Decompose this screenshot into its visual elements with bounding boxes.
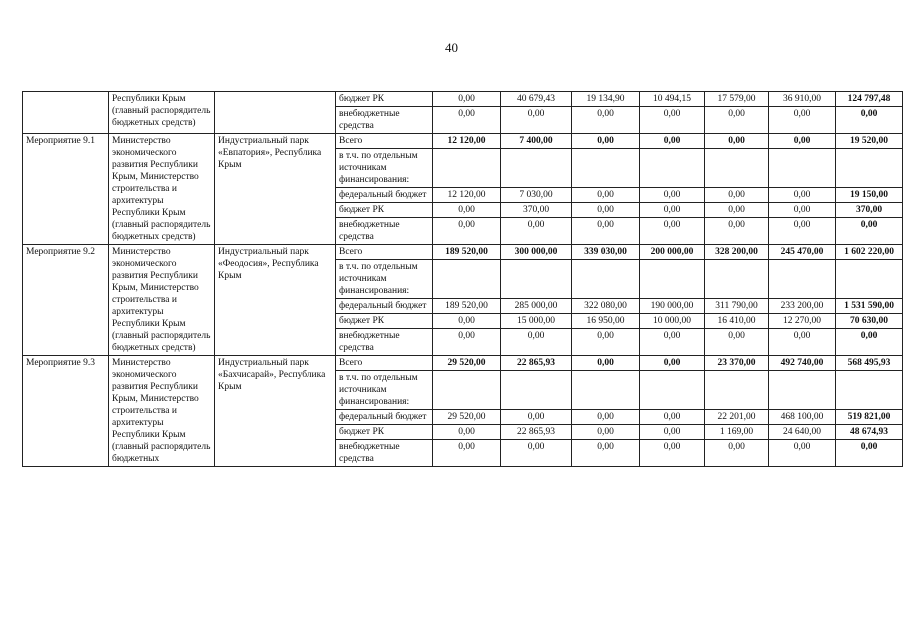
measure-name-cell: Мероприятие 9.1 — [23, 134, 109, 245]
value-cell: 12 120,00 — [433, 188, 501, 203]
object-cell: Индустриальный парк «Феодосия», Республика Крым — [215, 245, 336, 356]
value-cell: 0,00 — [433, 329, 501, 356]
value-cell: 0,00 — [572, 218, 640, 245]
object-cell: Индустриальный парк «Бахчисарай», Республика Крым — [215, 356, 336, 467]
measure-name-cell — [23, 92, 109, 134]
value-cell: 0,00 — [572, 410, 640, 425]
value-cell: 1 169,00 — [705, 425, 769, 440]
funding-source-cell: бюджет РК — [336, 203, 433, 218]
executor-cell: Республики Крым (главный распорядитель бюджетных средств) — [109, 92, 215, 134]
value-cell: 0,00 — [640, 203, 705, 218]
value-cell: 285 000,00 — [501, 299, 572, 314]
executor-cell: Министерство экономического развития Республики Крым, Министерство строительства и архитектуры Республики Крым (главный распорядитель бюджетных средств) — [109, 134, 215, 245]
value-cell: 0,00 — [836, 107, 903, 134]
page-number: 40 — [445, 40, 458, 55]
funding-source-cell: в т.ч. по отдельным источникам финансирования: — [336, 260, 433, 299]
value-cell — [836, 371, 903, 410]
funding-source-cell: федеральный бюджет — [336, 299, 433, 314]
value-cell: 0,00 — [769, 107, 836, 134]
funding-source-cell: федеральный бюджет — [336, 188, 433, 203]
value-cell: 492 740,00 — [769, 356, 836, 371]
value-cell: 0,00 — [769, 440, 836, 467]
value-cell: 0,00 — [501, 440, 572, 467]
value-cell: 1 531 590,00 — [836, 299, 903, 314]
value-cell: 0,00 — [705, 218, 769, 245]
value-cell: 70 630,00 — [836, 314, 903, 329]
value-cell: 0,00 — [501, 329, 572, 356]
value-cell: 0,00 — [769, 188, 836, 203]
value-cell: 0,00 — [572, 440, 640, 467]
funding-source-cell: внебюджетные средства — [336, 107, 433, 134]
value-cell: 200 000,00 — [640, 245, 705, 260]
value-cell — [705, 371, 769, 410]
value-cell: 0,00 — [433, 314, 501, 329]
value-cell — [572, 149, 640, 188]
value-cell: 12 120,00 — [433, 134, 501, 149]
value-cell — [769, 260, 836, 299]
value-cell: 22 201,00 — [705, 410, 769, 425]
value-cell — [572, 371, 640, 410]
value-cell: 0,00 — [572, 107, 640, 134]
value-cell: 0,00 — [640, 329, 705, 356]
value-cell: 0,00 — [769, 329, 836, 356]
table-row — [23, 356, 903, 371]
value-cell: 190 000,00 — [640, 299, 705, 314]
value-cell — [433, 149, 501, 188]
value-cell: 16 410,00 — [705, 314, 769, 329]
value-cell — [640, 260, 705, 299]
value-cell: 233 200,00 — [769, 299, 836, 314]
value-cell — [836, 149, 903, 188]
value-cell: 0,00 — [769, 203, 836, 218]
value-cell: 370,00 — [501, 203, 572, 218]
value-cell: 12 270,00 — [769, 314, 836, 329]
table-row — [23, 92, 903, 107]
value-cell: 0,00 — [433, 107, 501, 134]
funding-source-cell: Всего — [336, 245, 433, 260]
value-cell: 339 030,00 — [572, 245, 640, 260]
value-cell: 0,00 — [433, 92, 501, 107]
funding-source-cell: федеральный бюджет — [336, 410, 433, 425]
value-cell: 0,00 — [640, 134, 705, 149]
value-cell: 0,00 — [433, 203, 501, 218]
value-cell: 0,00 — [433, 218, 501, 245]
value-cell: 0,00 — [572, 134, 640, 149]
value-cell: 0,00 — [433, 425, 501, 440]
value-cell — [836, 260, 903, 299]
object-cell — [215, 92, 336, 134]
value-cell — [572, 260, 640, 299]
value-cell: 0,00 — [705, 107, 769, 134]
funding-source-cell: бюджет РК — [336, 314, 433, 329]
value-cell: 468 100,00 — [769, 410, 836, 425]
value-cell: 16 950,00 — [572, 314, 640, 329]
value-cell: 10 494,15 — [640, 92, 705, 107]
value-cell: 189 520,00 — [433, 245, 501, 260]
value-cell: 245 470,00 — [769, 245, 836, 260]
value-cell: 328 200,00 — [705, 245, 769, 260]
value-cell — [501, 260, 572, 299]
table-row — [23, 245, 903, 260]
value-cell — [433, 371, 501, 410]
value-cell: 22 865,93 — [501, 356, 572, 371]
value-cell: 370,00 — [836, 203, 903, 218]
object-cell: Индустриальный парк «Евпатория», Республика Крым — [215, 134, 336, 245]
funding-source-cell: Всего — [336, 134, 433, 149]
value-cell: 1 602 220,00 — [836, 245, 903, 260]
value-cell: 7 030,00 — [501, 188, 572, 203]
value-cell: 0,00 — [572, 356, 640, 371]
value-cell: 0,00 — [572, 329, 640, 356]
value-cell: 0,00 — [572, 203, 640, 218]
funding-source-cell: в т.ч. по отдельным источникам финансирования: — [336, 371, 433, 410]
value-cell: 19 520,00 — [836, 134, 903, 149]
value-cell: 0,00 — [640, 425, 705, 440]
value-cell: 23 370,00 — [705, 356, 769, 371]
value-cell: 311 790,00 — [705, 299, 769, 314]
value-cell: 0,00 — [640, 410, 705, 425]
funding-source-cell: бюджет РК — [336, 425, 433, 440]
value-cell — [705, 260, 769, 299]
value-cell: 0,00 — [836, 440, 903, 467]
value-cell: 189 520,00 — [433, 299, 501, 314]
value-cell: 300 000,00 — [501, 245, 572, 260]
value-cell — [433, 260, 501, 299]
value-cell — [501, 149, 572, 188]
value-cell: 0,00 — [705, 329, 769, 356]
value-cell: 15 000,00 — [501, 314, 572, 329]
value-cell: 22 865,93 — [501, 425, 572, 440]
measure-name-cell: Мероприятие 9.3 — [23, 356, 109, 467]
value-cell: 10 000,00 — [640, 314, 705, 329]
value-cell: 0,00 — [836, 329, 903, 356]
executor-cell: Министерство экономического развития Республики Крым, Министерство строительства и архитектуры Республики Крым (главный распорядитель бюджетных — [109, 356, 215, 467]
value-cell: 0,00 — [705, 203, 769, 218]
funding-source-cell: внебюджетные средства — [336, 329, 433, 356]
value-cell: 29 520,00 — [433, 356, 501, 371]
value-cell: 40 679,43 — [501, 92, 572, 107]
value-cell: 36 910,00 — [769, 92, 836, 107]
value-cell: 568 495,93 — [836, 356, 903, 371]
value-cell: 7 400,00 — [501, 134, 572, 149]
value-cell: 19 150,00 — [836, 188, 903, 203]
value-cell — [501, 371, 572, 410]
funding-source-cell: бюджет РК — [336, 92, 433, 107]
value-cell: 17 579,00 — [705, 92, 769, 107]
value-cell: 0,00 — [705, 134, 769, 149]
value-cell — [769, 371, 836, 410]
value-cell: 24 640,00 — [769, 425, 836, 440]
value-cell — [640, 371, 705, 410]
value-cell: 0,00 — [769, 134, 836, 149]
value-cell: 0,00 — [836, 218, 903, 245]
value-cell: 0,00 — [640, 188, 705, 203]
value-cell: 0,00 — [501, 218, 572, 245]
value-cell: 0,00 — [640, 218, 705, 245]
measure-name-cell: Мероприятие 9.2 — [23, 245, 109, 356]
value-cell — [705, 149, 769, 188]
value-cell — [769, 149, 836, 188]
value-cell: 0,00 — [705, 188, 769, 203]
value-cell: 519 821,00 — [836, 410, 903, 425]
value-cell: 0,00 — [501, 107, 572, 134]
value-cell: 0,00 — [705, 440, 769, 467]
value-cell: 19 134,90 — [572, 92, 640, 107]
value-cell: 0,00 — [640, 107, 705, 134]
funding-source-cell: Всего — [336, 356, 433, 371]
value-cell: 124 797,48 — [836, 92, 903, 107]
value-cell: 29 520,00 — [433, 410, 501, 425]
funding-source-cell: внебюджетные средства — [336, 218, 433, 245]
budget-table — [22, 91, 903, 467]
value-cell: 322 080,00 — [572, 299, 640, 314]
value-cell: 48 674,93 — [836, 425, 903, 440]
funding-source-cell: внебюджетные средства — [336, 440, 433, 467]
value-cell: 0,00 — [501, 410, 572, 425]
value-cell: 0,00 — [433, 440, 501, 467]
value-cell: 0,00 — [572, 425, 640, 440]
value-cell: 0,00 — [572, 188, 640, 203]
table-row — [23, 134, 903, 149]
value-cell: 0,00 — [640, 440, 705, 467]
value-cell: 0,00 — [769, 218, 836, 245]
funding-source-cell: в т.ч. по отдельным источникам финансирования: — [336, 149, 433, 188]
value-cell — [640, 149, 705, 188]
value-cell: 0,00 — [640, 356, 705, 371]
executor-cell: Министерство экономического развития Республики Крым, Министерство строительства и архитектуры Республики Крым (главный распорядитель бюджетных средств) — [109, 245, 215, 356]
